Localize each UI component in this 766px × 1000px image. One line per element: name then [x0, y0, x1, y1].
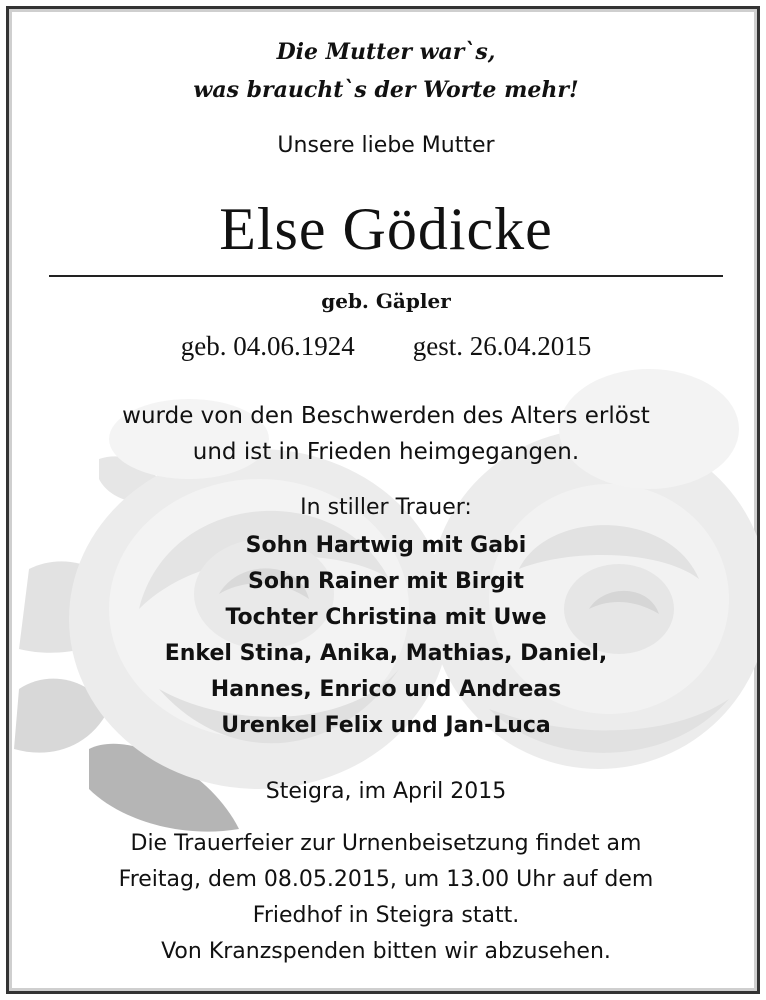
name-divider [49, 275, 723, 277]
maiden-name: geb. Gäpler [321, 289, 451, 313]
obituary-notice [6, 6, 760, 994]
place-date: Steigra, im April 2015 [265, 779, 507, 804]
message-line-2: und ist in Frieden heimgegangen. [192, 439, 580, 465]
birth-date: geb. 04.06.1924 [180, 331, 355, 361]
mourner-line: Enkel Stina, Anika, Mathias, Daniel, [164, 641, 608, 666]
mourner-line: Urenkel Felix und Jan-Luca [221, 713, 551, 738]
mourning-intro: In stiller Trauer: [300, 495, 472, 520]
mourner-line: Sohn Hartwig mit Gabi [245, 533, 527, 558]
message-line-1: wurde von den Beschwerden des Alters erlöst [122, 403, 650, 429]
life-dates [9, 331, 760, 362]
death-date: gest. 26.04.2015 [412, 331, 592, 361]
ceremony-line-2: Freitag, dem 08.05.2015, um 13.00 Uhr auf dem [118, 867, 654, 892]
deceased-name: Else Gödicke [219, 196, 553, 262]
motto-line-1: Die Mutter war`s, [276, 39, 496, 65]
ceremony-line-3: Friedhof in Steigra statt. [252, 903, 520, 928]
intro-text: Unsere liebe Mutter [277, 133, 495, 158]
ceremony-line-4: Von Kranzspenden bitten wir abzusehen. [161, 939, 611, 964]
mourner-line: Hannes, Enrico und Andreas [210, 677, 562, 702]
mourner-line: Tochter Christina mit Uwe [225, 605, 547, 630]
motto-line-2: was braucht`s der Worte mehr! [193, 77, 579, 103]
ceremony-line-1: Die Trauerfeier zur Urnenbeisetzung findet am [130, 831, 642, 856]
mourner-line: Sohn Rainer mit Birgit [248, 569, 524, 594]
